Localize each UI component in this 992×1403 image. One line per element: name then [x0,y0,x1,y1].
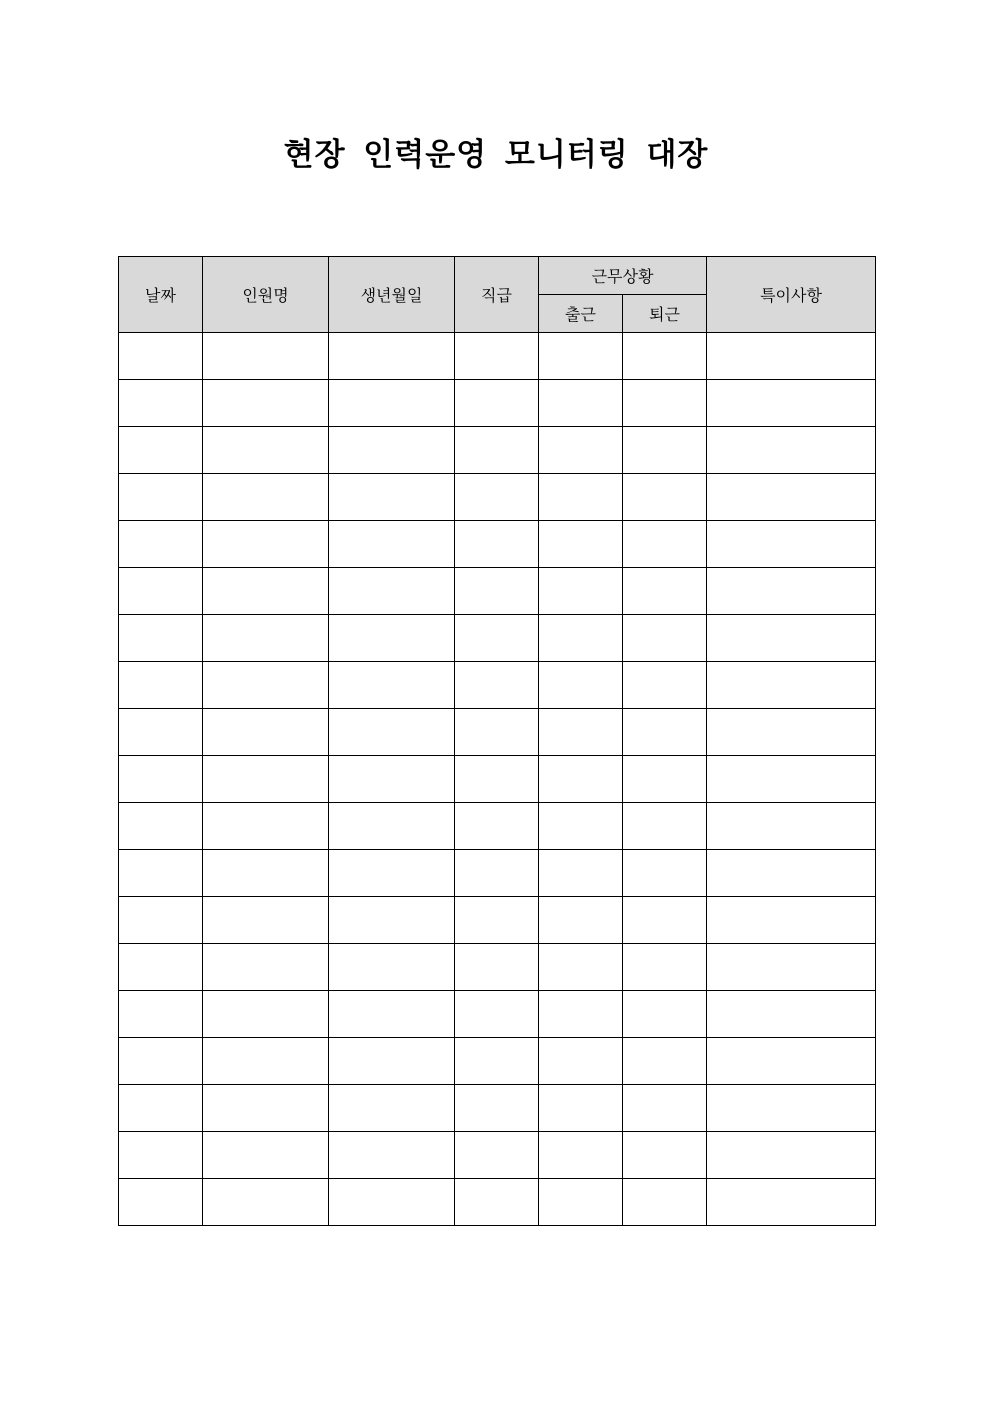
notes-cell[interactable] [707,427,876,474]
date-cell[interactable] [119,427,203,474]
table-row [119,850,876,897]
table-row [119,1132,876,1179]
table-row [119,568,876,615]
table-row [119,662,876,709]
birth-date-cell[interactable] [329,521,455,568]
birth-date-cell[interactable] [329,1179,455,1226]
name-cell[interactable] [203,333,329,380]
position-cell[interactable] [455,944,539,991]
header-notes: 특이사항 [707,257,876,333]
birth-date-cell[interactable] [329,333,455,380]
date-cell[interactable] [119,1179,203,1226]
name-cell[interactable] [203,474,329,521]
birth-date-cell[interactable] [329,427,455,474]
check-out-cell[interactable] [623,803,707,850]
header-check-out: 퇴근 [623,295,707,333]
birth-date-cell[interactable] [329,1132,455,1179]
date-cell[interactable] [119,474,203,521]
check-out-cell[interactable] [623,615,707,662]
notes-cell[interactable] [707,380,876,427]
header-birth-date: 생년월일 [329,257,455,333]
header-date: 날짜 [119,257,203,333]
check-in-cell[interactable] [539,1038,623,1085]
table-row [119,709,876,756]
check-out-cell[interactable] [623,709,707,756]
name-cell[interactable] [203,756,329,803]
check-in-cell[interactable] [539,427,623,474]
name-cell[interactable] [203,944,329,991]
header-position: 직급 [455,257,539,333]
notes-cell[interactable] [707,1038,876,1085]
birth-date-cell[interactable] [329,1085,455,1132]
table-row [119,803,876,850]
check-in-cell[interactable] [539,662,623,709]
birth-date-cell[interactable] [329,991,455,1038]
date-cell[interactable] [119,709,203,756]
position-cell[interactable] [455,568,539,615]
check-out-cell[interactable] [623,756,707,803]
check-in-cell[interactable] [539,709,623,756]
check-out-cell[interactable] [623,333,707,380]
name-cell[interactable] [203,803,329,850]
notes-cell[interactable] [707,1179,876,1226]
check-out-cell[interactable] [623,944,707,991]
check-out-cell[interactable] [623,1085,707,1132]
notes-cell[interactable] [707,1085,876,1132]
position-cell[interactable] [455,803,539,850]
table-row [119,1179,876,1226]
position-cell[interactable] [455,1179,539,1226]
check-out-cell[interactable] [623,474,707,521]
notes-cell[interactable] [707,803,876,850]
notes-cell[interactable] [707,897,876,944]
check-in-cell[interactable] [539,615,623,662]
check-in-cell[interactable] [539,803,623,850]
position-cell[interactable] [455,662,539,709]
check-out-cell[interactable] [623,897,707,944]
check-out-cell[interactable] [623,521,707,568]
name-cell[interactable] [203,427,329,474]
page-title: 현장 인력운영 모니터링 대장 [283,137,709,173]
date-cell[interactable] [119,521,203,568]
birth-date-cell[interactable] [329,662,455,709]
header-work-status: 근무상황 [539,257,707,295]
position-cell[interactable] [455,427,539,474]
check-out-cell[interactable] [623,380,707,427]
birth-date-cell[interactable] [329,568,455,615]
check-in-cell[interactable] [539,944,623,991]
check-in-cell[interactable] [539,568,623,615]
table-row [119,380,876,427]
notes-cell[interactable] [707,944,876,991]
notes-cell[interactable] [707,991,876,1038]
check-in-cell[interactable] [539,1179,623,1226]
date-cell[interactable] [119,568,203,615]
check-in-cell[interactable] [539,380,623,427]
birth-date-cell[interactable] [329,380,455,427]
position-cell[interactable] [455,709,539,756]
name-cell[interactable] [203,521,329,568]
notes-cell[interactable] [707,333,876,380]
check-out-cell[interactable] [623,991,707,1038]
date-cell[interactable] [119,1132,203,1179]
table-row [119,521,876,568]
name-cell[interactable] [203,662,329,709]
check-out-cell[interactable] [623,850,707,897]
date-cell[interactable] [119,756,203,803]
birth-date-cell[interactable] [329,615,455,662]
position-cell[interactable] [455,521,539,568]
check-in-cell[interactable] [539,1132,623,1179]
check-out-cell[interactable] [623,1132,707,1179]
check-out-cell[interactable] [623,1038,707,1085]
notes-cell[interactable] [707,474,876,521]
check-out-cell[interactable] [623,568,707,615]
birth-date-cell[interactable] [329,709,455,756]
notes-cell[interactable] [707,850,876,897]
table-row [119,1085,876,1132]
header-check-in: 출근 [539,295,623,333]
birth-date-cell[interactable] [329,944,455,991]
position-cell[interactable] [455,897,539,944]
name-cell[interactable] [203,1132,329,1179]
header-row [119,257,876,295]
table-row [119,991,876,1038]
notes-cell[interactable] [707,521,876,568]
notes-cell[interactable] [707,615,876,662]
position-cell[interactable] [455,991,539,1038]
check-in-cell[interactable] [539,756,623,803]
table-row [119,427,876,474]
table-row [119,944,876,991]
notes-cell[interactable] [707,568,876,615]
date-cell[interactable] [119,615,203,662]
position-cell[interactable] [455,474,539,521]
position-cell[interactable] [455,1132,539,1179]
name-cell[interactable] [203,709,329,756]
date-cell[interactable] [119,1038,203,1085]
position-cell[interactable] [455,380,539,427]
birth-date-cell[interactable] [329,756,455,803]
position-cell[interactable] [455,756,539,803]
date-cell[interactable] [119,803,203,850]
check-out-cell[interactable] [623,1179,707,1226]
date-cell[interactable] [119,380,203,427]
date-cell[interactable] [119,333,203,380]
position-cell[interactable] [455,333,539,380]
table-row [119,474,876,521]
check-out-cell[interactable] [623,662,707,709]
name-cell[interactable] [203,1179,329,1226]
date-cell[interactable] [119,991,203,1038]
notes-cell[interactable] [707,709,876,756]
position-cell[interactable] [455,1085,539,1132]
date-cell[interactable] [119,1085,203,1132]
name-cell[interactable] [203,615,329,662]
table-row [119,615,876,662]
table-row [119,333,876,380]
check-in-cell[interactable] [539,333,623,380]
check-in-cell[interactable] [539,850,623,897]
table-row [119,1038,876,1085]
check-in-cell[interactable] [539,897,623,944]
name-cell[interactable] [203,1085,329,1132]
date-cell[interactable] [119,850,203,897]
position-cell[interactable] [455,850,539,897]
birth-date-cell[interactable] [329,803,455,850]
birth-date-cell[interactable] [329,897,455,944]
name-cell[interactable] [203,380,329,427]
birth-date-cell[interactable] [329,850,455,897]
name-cell[interactable] [203,897,329,944]
date-cell[interactable] [119,662,203,709]
position-cell[interactable] [455,1038,539,1085]
name-cell[interactable] [203,991,329,1038]
position-cell[interactable] [455,615,539,662]
birth-date-cell[interactable] [329,1038,455,1085]
notes-cell[interactable] [707,1132,876,1179]
check-out-cell[interactable] [623,427,707,474]
table-row [119,897,876,944]
name-cell[interactable] [203,850,329,897]
date-cell[interactable] [119,944,203,991]
notes-cell[interactable] [707,756,876,803]
table-row [119,756,876,803]
check-in-cell[interactable] [539,521,623,568]
ledger-body [119,333,876,1226]
birth-date-cell[interactable] [329,474,455,521]
check-in-cell[interactable] [539,474,623,521]
check-in-cell[interactable] [539,991,623,1038]
name-cell[interactable] [203,568,329,615]
check-in-cell[interactable] [539,1085,623,1132]
date-cell[interactable] [119,897,203,944]
monitoring-ledger-table [118,256,876,1226]
notes-cell[interactable] [707,662,876,709]
name-cell[interactable] [203,1038,329,1085]
header-name: 인원명 [203,257,329,333]
